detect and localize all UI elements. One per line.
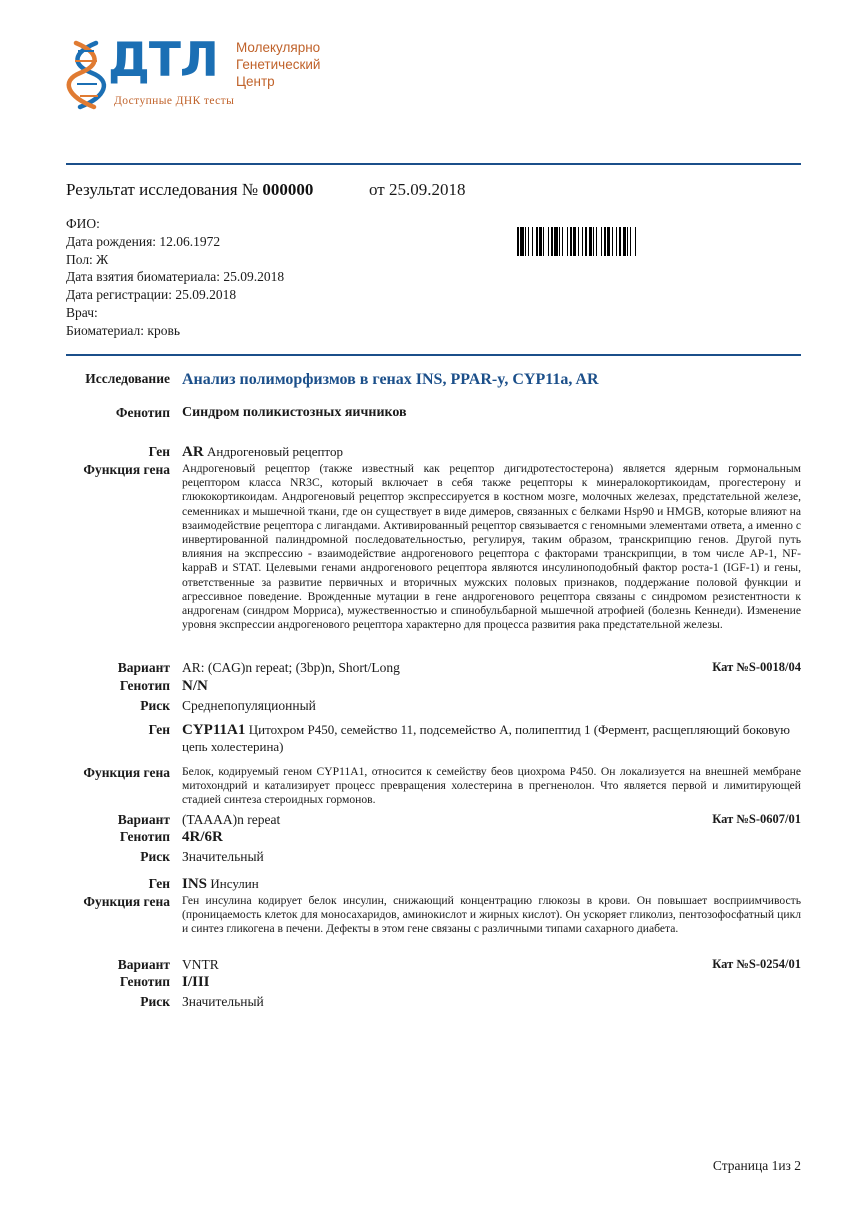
- barcode-bar: [567, 227, 568, 256]
- catalog-number-ar: Кат №S-0018/04: [712, 660, 801, 674]
- genotype-label: Генотип: [119, 678, 170, 693]
- variant-label: Вариант: [117, 812, 170, 827]
- study-label: Исследование: [85, 371, 170, 386]
- logo-line-3: Центр: [236, 74, 275, 89]
- gene-label: Ген: [148, 722, 170, 737]
- risk-value-cyp11a1: Значительный: [182, 849, 264, 864]
- gene-symbol: CYP11A1: [182, 722, 246, 738]
- barcode-bar: [548, 227, 549, 256]
- logo-tagline: Доступные ДНК тесты: [114, 95, 235, 107]
- risk-label: Риск: [140, 849, 170, 864]
- patient-doctor: Врач:: [66, 304, 98, 320]
- variant-value-cyp11a1: (TAAAA)n repeat: [182, 812, 281, 827]
- barcode-bar: [607, 227, 610, 256]
- barcode-bar: [630, 227, 631, 256]
- genotype-value-cyp11a1: 4R/6R: [182, 829, 223, 845]
- header-divider: [66, 163, 801, 165]
- patient-registration-date: Дата регистрации: 25.09.2018: [66, 287, 237, 303]
- result-prefix: Результат исследования №: [66, 180, 263, 199]
- gene-function-label: Функция гена: [83, 894, 170, 909]
- barcode-bar: [627, 227, 628, 256]
- result-date: от 25.09.2018: [369, 180, 466, 199]
- variant-label: Вариант: [117, 957, 170, 972]
- gene-function-label: Функция гена: [83, 765, 170, 780]
- barcode-bar: [551, 227, 553, 256]
- gene-label: Ген: [148, 444, 170, 459]
- phenotype-label: Фенотип: [115, 405, 170, 420]
- barcode: [517, 227, 750, 256]
- study-title: Анализ полиморфизмов в генах INS, PPAR-y, CYP11a, AR: [182, 371, 599, 388]
- barcode-bar: [604, 227, 606, 256]
- barcode-bar: [616, 227, 617, 256]
- patient-sex: Пол: Ж: [66, 251, 109, 267]
- genotype-label: Генотип: [119, 829, 170, 844]
- gene-description: Инсулин: [210, 876, 259, 891]
- variant-value-ar: AR: (CAG)n repeat; (3bp)n, Short/Long: [182, 660, 400, 675]
- logo-line-2: Генетический: [236, 57, 321, 72]
- phenotype-value: Синдром поликистозных яичников: [182, 405, 407, 420]
- page-number: Страница 1из 2: [712, 1158, 801, 1173]
- barcode-bar: [528, 227, 529, 256]
- barcode-bar: [520, 227, 523, 256]
- patient-birth: Дата рождения: 12.06.1972: [66, 233, 221, 249]
- gene-symbol: INS: [182, 876, 208, 892]
- barcode-bar: [601, 227, 602, 256]
- risk-label: Риск: [140, 994, 170, 1009]
- result-heading: [66, 180, 313, 200]
- barcode-bar: [570, 227, 572, 256]
- barcode-bar: [612, 227, 613, 256]
- gene-name-ar: [182, 444, 801, 461]
- barcode-bar: [543, 227, 544, 256]
- barcode-bar: [623, 227, 626, 256]
- barcode-bar: [517, 227, 519, 256]
- gene-function-text-cyp11a1: Белок, кодируемый геном CYP11A1, относится к семейству беов циохрома P450. Он локализуется на внешней мембране митохондрий и катализирует процесс превращения холестерина в прегненолон. Что является первой и лимитирующей стадией синтеза стероидных гормонов.: [182, 765, 801, 807]
- logo-brand: ДТЛ: [108, 33, 218, 88]
- gene-name-ins: [182, 876, 801, 893]
- barcode-bar: [619, 227, 621, 256]
- barcode-bar: [582, 227, 583, 256]
- patient-sampling-date: Дата взятия биоматериала: 25.09.2018: [66, 269, 285, 285]
- risk-value-ins: Значительный: [182, 994, 264, 1009]
- patient-info: [66, 215, 284, 340]
- risk-value-ar: Среднепопуляционный: [182, 698, 316, 713]
- variant-label: Вариант: [117, 660, 170, 675]
- barcode-bar: [532, 227, 533, 256]
- genotype-label: Генотип: [119, 974, 170, 989]
- catalog-number-ins: Кат №S-0254/01: [712, 957, 801, 971]
- risk-label: Риск: [140, 698, 170, 713]
- barcode-bar: [525, 227, 526, 256]
- result-number: 000000: [262, 180, 314, 199]
- barcode-bar: [539, 227, 542, 256]
- gene-function-text-ins: Ген инсулина кодирует белок инсулин, снижающий концентрацию глюкозы в крови. Он повышает восприимчивость (проницаемость клеток для моносахаридов, аминокислот и жирных кислот). Он ускоряет гликолиз, пентозофосфатный цикл и синтез гликогена в печени. Дефекты в этом гене связаны с различными типами сахарного диабета.: [182, 894, 801, 936]
- gene-function-text-ar: Андрогеновый рецептор (также известный как рецептор дигидротестостерона) является ядерным гормональным рецептором класса NR3C, который включает в себя также рецепторы к минералокортикоидам, прогестерону и глюкокортикоидам. Андрогеновый рецептор экспрессируется в костном мозге, молочных железах, предстательной железе, семенниках и мышечной ткани, где он существует в виде димеров, связанных с белками Hsp90 и HMGB, которые влияют на взаимодействие рецептора с лигандами. Активированный рецептор связывается с геномными элементами ответа, а именно с инвертированной палиндромной последовательностью, регулируя, таким образом, транскрипцию генов. Другой путь влияния на экспрессию - взаимодействие андрогенового рецептора с факторами транскрипции, в том числе AP-1, NF-kappaB и STAT. Целевыми генами андрогенового рецептора являются инсулиноподобный фактор роста-1 (IGF-1) и гены, ответственные за развитие первичных и вторичных мужских половых признаков, поддержание половой функции и агрессивное поведение. Врожденные мутации в гене андрогенового рецептора связаны с синдромом резистентности к андрогенам (синдром Морриса), мужественностью и спинобульбарной мышечной атрофией (болезнь Кеннеди). Изменение уровня экспрессии андрогенового рецептора характерно для процесса развития рака предстательной железы.: [182, 462, 801, 632]
- barcode-bar: [635, 227, 636, 256]
- barcode-bar: [559, 227, 560, 256]
- gene-description: Андрогеновый рецептор: [207, 444, 343, 459]
- logo-line-1: Молекулярно: [236, 40, 321, 55]
- gene-symbol: AR: [182, 444, 204, 460]
- barcode-bar: [589, 227, 592, 256]
- barcode-bar: [585, 227, 587, 256]
- patient-biomaterial: Биоматериал: кровь: [66, 322, 180, 338]
- dna-helix-icon: [66, 39, 108, 111]
- gene-function-label: Функция гена: [83, 462, 170, 477]
- gene-label: Ген: [148, 876, 170, 891]
- barcode-bar: [578, 227, 579, 256]
- patient-fio: ФИО:: [66, 216, 100, 231]
- section-divider: [66, 354, 801, 356]
- barcode-bar: [536, 227, 538, 256]
- barcode-bar: [596, 227, 597, 256]
- barcode-bar: [562, 227, 563, 256]
- company-logo: [66, 33, 366, 123]
- barcode-bar: [573, 227, 576, 256]
- gene-name-cyp11a1: [182, 722, 801, 755]
- gene-description: Цитохром P450, семейство 11, подсемейство A, полипептид 1 (Фермент, расщепляющий боковую цепь холестерина): [182, 722, 790, 754]
- variant-value-ins: VNTR: [182, 957, 219, 972]
- catalog-number-cyp11a1: Кат №S-0607/01: [712, 812, 801, 826]
- genotype-value-ar: N/N: [182, 678, 208, 694]
- logo-subtitle-block: [236, 39, 320, 90]
- barcode-bar: [554, 227, 557, 256]
- barcode-bar: [593, 227, 594, 256]
- genotype-value-ins: I/III: [182, 974, 210, 990]
